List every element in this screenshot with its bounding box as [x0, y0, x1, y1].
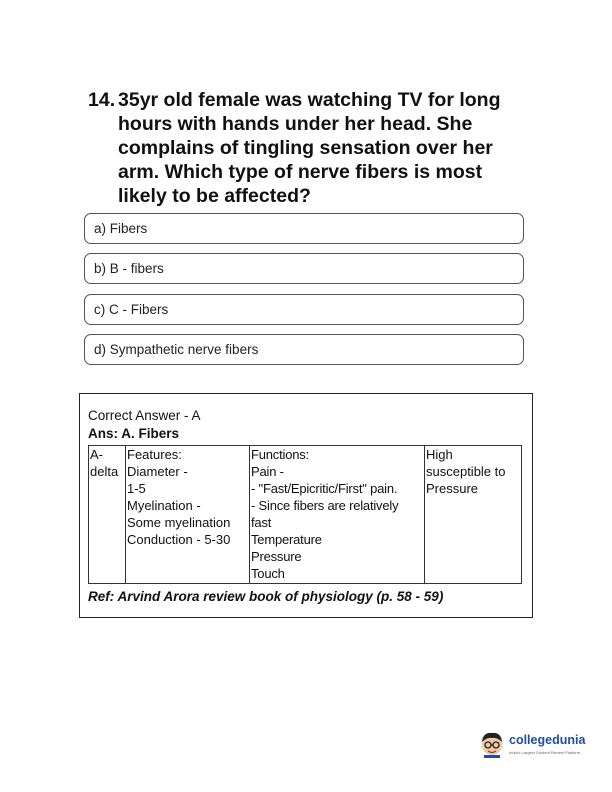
cell-line: Myelination - [127, 498, 201, 513]
cell-line: Pressure [251, 549, 302, 564]
features-cell [126, 446, 250, 584]
question-number: 14. [88, 89, 116, 111]
cell-line: susceptible to [426, 464, 506, 479]
cell-line: delta [90, 464, 119, 479]
collegedunia-logo[interactable] [479, 730, 584, 760]
table-row [89, 446, 522, 584]
susceptibility-cell [425, 446, 522, 584]
cell-line: A- [90, 447, 103, 462]
cell-line: Temperature [251, 532, 322, 547]
reference: Ref: Arvind Arora review book of physiology (p. 58 - 59) [88, 589, 444, 604]
cell-line: Features: [127, 447, 182, 462]
cell-line: fast [251, 515, 272, 530]
cell-line: Some myelination [127, 515, 231, 530]
answer-box [79, 393, 533, 618]
question-text: 35yr old female was watching TV for long hours with hands under her head. She complains of tingling sensation over her arm. Which type of nerve fibers is most likely to be affected? [118, 89, 501, 207]
option-a[interactable]: a) Fibers [84, 213, 524, 244]
cell-line: 1-5 [127, 481, 146, 496]
option-c[interactable]: c) C - Fibers [84, 294, 524, 325]
correct-answer: Correct Answer - A [88, 408, 201, 423]
functions-cell [250, 446, 425, 584]
cell-line: Pressure [426, 481, 479, 496]
cell-line: Functions: [251, 447, 309, 462]
fiber-cell [89, 446, 126, 584]
student-avatar-icon [479, 730, 505, 758]
cell-line: - "Fast/Epicritic/First" pain. [251, 481, 398, 496]
cell-line: Touch [251, 566, 285, 581]
cell-line: High [426, 447, 453, 462]
logo-tagline: India's Largest Student Review Platform [509, 750, 581, 755]
cell-line: - Since fibers are relatively [251, 498, 399, 513]
cell-line: Pain - [251, 464, 284, 479]
logo-brand: collegedunia [509, 733, 586, 747]
option-d[interactable]: d) Sympathetic nerve fibers [84, 334, 524, 365]
question [88, 88, 528, 208]
option-b[interactable]: b) B - fibers [84, 253, 524, 284]
cell-line: Diameter - [127, 464, 188, 479]
cell-line: Conduction - 5-30 [127, 532, 231, 547]
fiber-table [88, 445, 522, 584]
answer-label: Ans: A. Fibers [88, 426, 180, 441]
